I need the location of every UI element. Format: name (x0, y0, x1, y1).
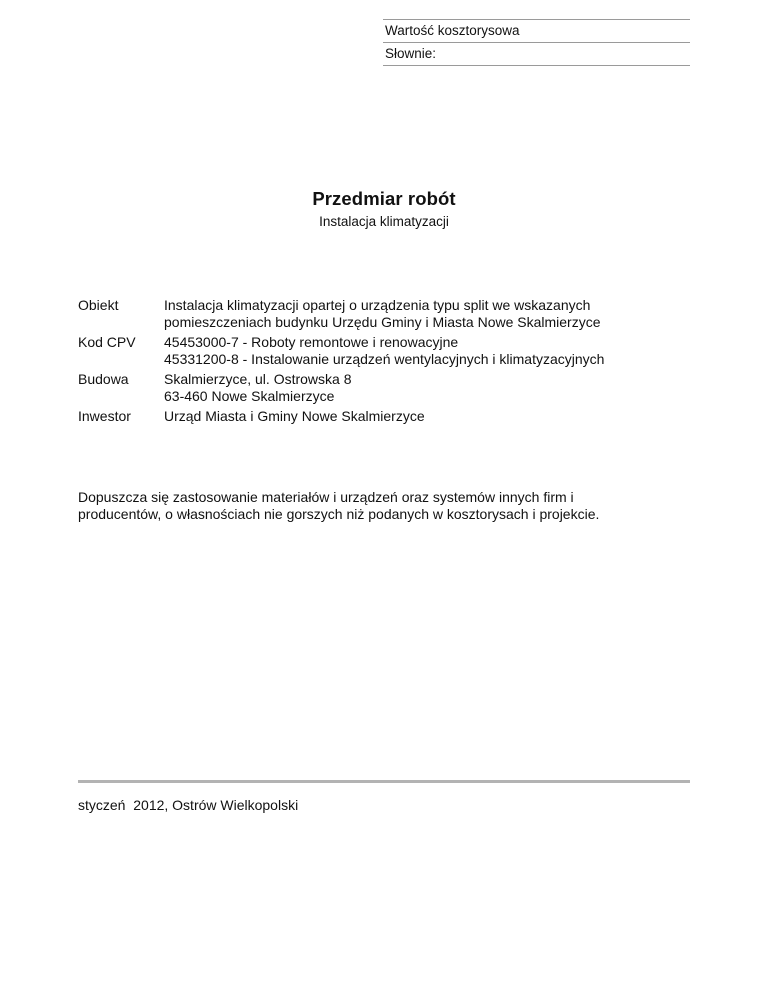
detail-row-kod-cpv (78, 334, 698, 368)
detail-values (164, 371, 698, 405)
note-line: producentów, o własnościach nie gorszych niż podanych w kosztorysach i projekcie. (78, 506, 600, 522)
detail-value: pomieszczeniach budynku Urzędu Gminy i Miasta Nowe Skalmierzyce (164, 314, 601, 330)
note-line: Dopuszcza się zastosowanie materiałów i urządzeń oraz systemów innych firm i (78, 489, 574, 505)
document-subtitle: Instalacja klimatyzacji (319, 214, 449, 229)
date-and-place: styczeń 2012, Ostrów Wielkopolski (78, 797, 299, 813)
detail-values (164, 334, 698, 368)
detail-values (164, 408, 698, 425)
detail-values (164, 297, 698, 331)
detail-label: Budowa (78, 371, 129, 387)
detail-value: Urząd Miasta i Gminy Nowe Skalmierzyce (164, 408, 425, 424)
detail-value: Skalmierzyce, ul. Ostrowska 8 (164, 371, 352, 387)
document-title: Przedmiar robót (312, 188, 456, 209)
detail-value: 63-460 Nowe Skalmierzyce (164, 388, 335, 404)
detail-row-budowa (78, 371, 698, 405)
footer-divider (78, 780, 690, 783)
detail-row-inwestor (78, 408, 698, 425)
detail-row-obiekt (78, 297, 698, 331)
detail-label: Kod CPV (78, 334, 136, 350)
detail-label: Obiekt (78, 297, 119, 313)
project-details (78, 297, 698, 428)
detail-value: 45331200-8 - Instalowanie urządzeń wentylacyjnych i klimatyzacyjnych (164, 351, 605, 367)
cost-value-box (383, 19, 690, 66)
detail-value: Instalacja klimatyzacji opartej o urządzenia typu split we wskazanych (164, 297, 591, 313)
divider (383, 65, 690, 66)
detail-label: Inwestor (78, 408, 131, 424)
detail-value: 45453000-7 - Roboty remontowe i renowacyjne (164, 334, 459, 350)
cost-value-label: Wartość kosztorysowa (385, 23, 520, 38)
cost-in-words-label: Słownie: (385, 46, 437, 61)
materials-note (78, 489, 698, 523)
